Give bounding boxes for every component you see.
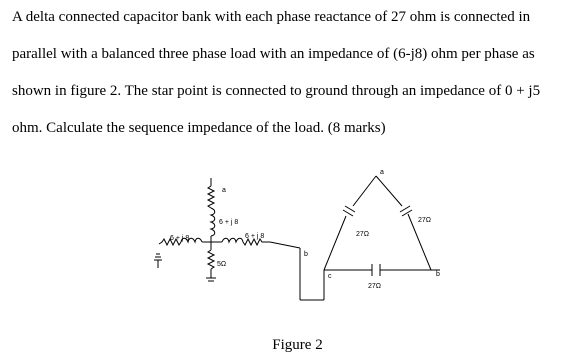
label-neutral-impedance: 5Ω [217, 261, 227, 268]
circuit-diagram [140, 166, 450, 306]
label-star-b: b [304, 251, 308, 258]
question-text [12, 4, 580, 152]
question-line-4: ohm. Calculate the sequence impedance of the load. (8 marks) [12, 120, 386, 136]
question-line-3: shown in figure 2. The star point is connected to ground through an impedance of 0 + j5 [12, 83, 541, 99]
label-star-a: a [222, 187, 226, 194]
label-delta-a: a [380, 169, 384, 176]
label-cap-right: 27Ω [418, 217, 432, 224]
label-cap-left: 27Ω [356, 231, 370, 238]
label-star-c: c [328, 273, 332, 280]
question-line-1: A delta connected capacitor bank with each phase reactance of 27 ohm is connected in [12, 9, 531, 25]
label-delta-b: b [436, 271, 440, 278]
label-z-a: 6 + j 8 [219, 219, 239, 226]
figure-caption: Figure 2 [272, 337, 323, 353]
label-cap-bottom: 27Ω [368, 283, 382, 290]
label-z-right: 6 + j 8 [245, 233, 265, 240]
question-line-2: parallel with a balanced three phase load with an impedance of (6-j8) ohm per phase as [12, 46, 535, 62]
circuit-figure [140, 166, 450, 306]
label-z-left: 6 + j 8 [170, 235, 190, 242]
